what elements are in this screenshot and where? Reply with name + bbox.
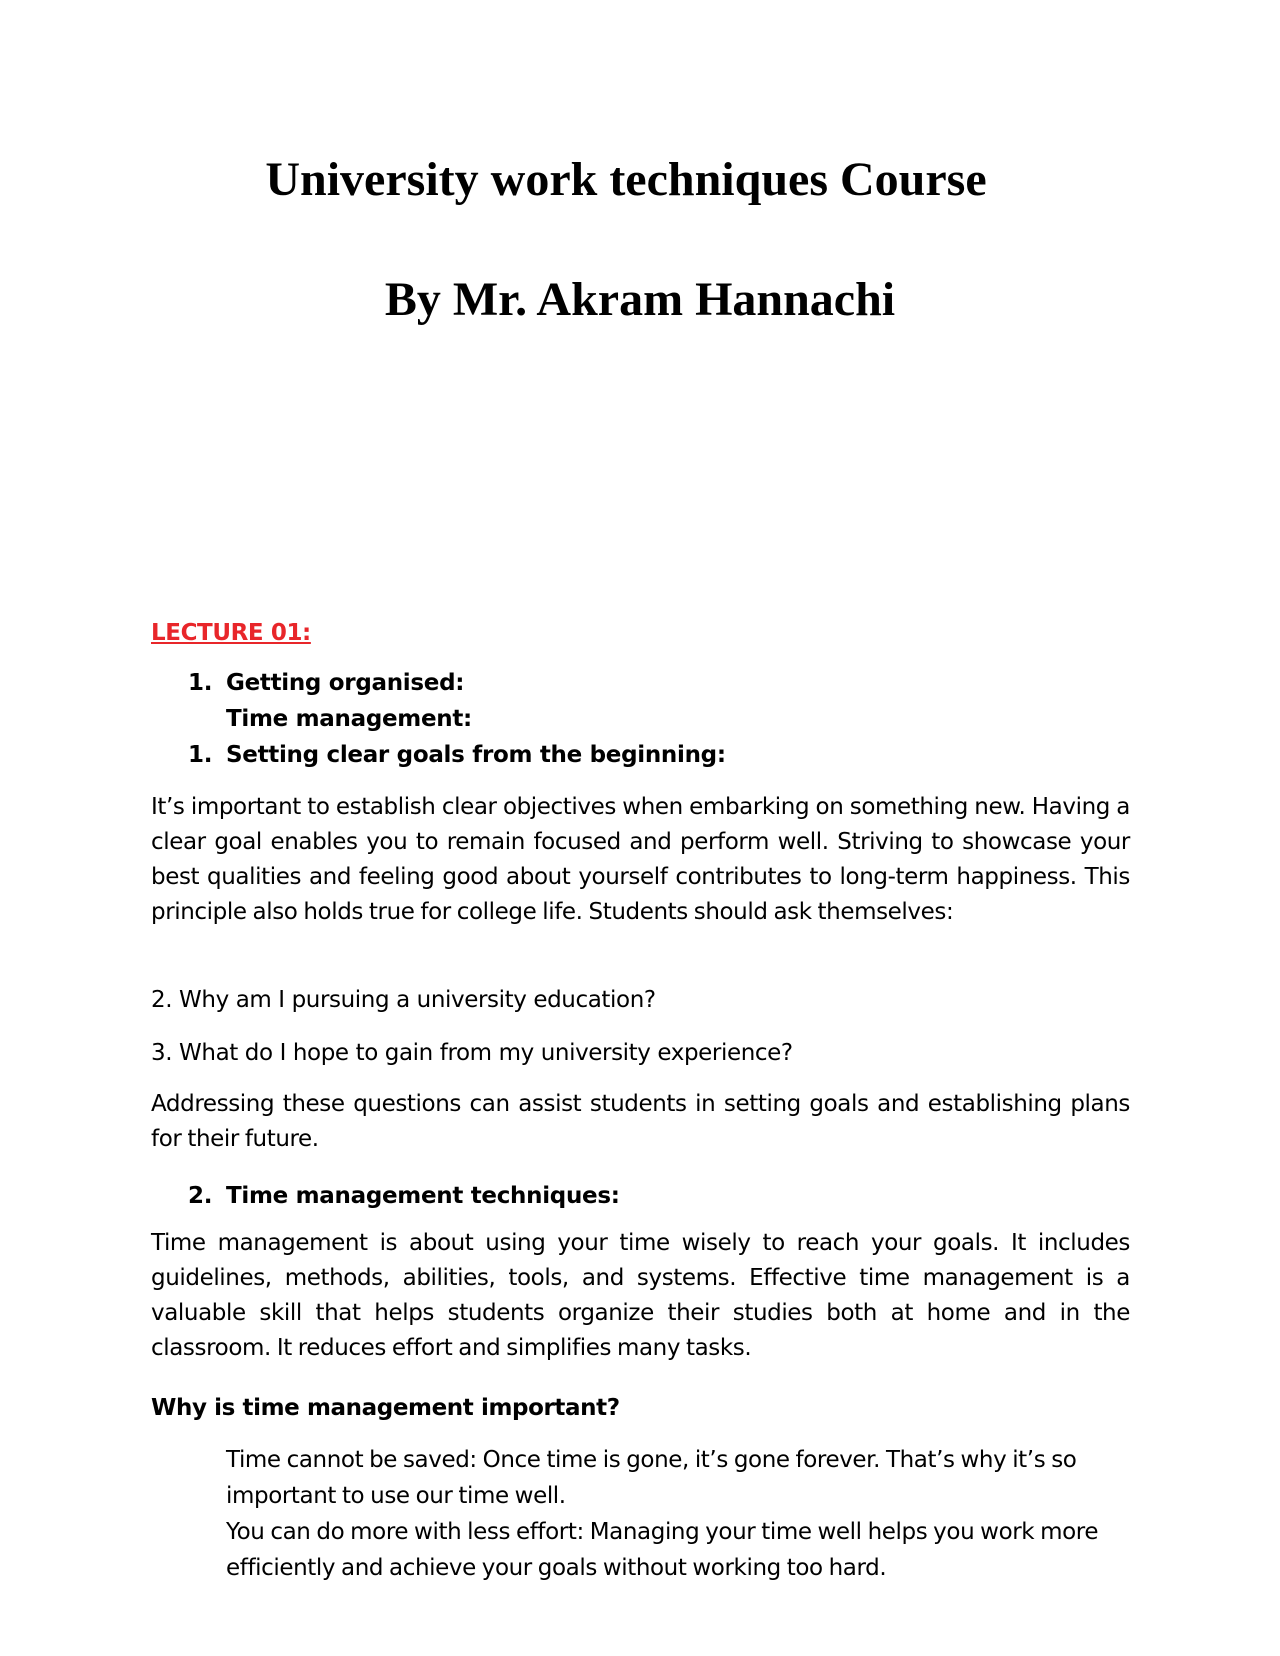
outline-subitem-time-management: Time management: [226, 706, 472, 732]
section-label: Time management techniques: [226, 1183, 620, 1209]
outline-item-label: Setting clear goals from the beginning: [226, 742, 726, 768]
document-title: University work techniques Course [265, 153, 987, 206]
outline-item-setting-goals [188, 739, 726, 771]
questions-followup-paragraph: Addressing these questions can assist students in setting goals and establishing plans for their future. [151, 1091, 1130, 1152]
outline-item-number: 1. [188, 742, 213, 768]
question-item: 3. What do I hope to gain from my university experience? [151, 1040, 793, 1066]
section-number: 2. [188, 1183, 213, 1209]
author-line: By Mr. Akram Hannachi [384, 273, 896, 326]
outline-item-getting-organised [188, 667, 464, 699]
outline-item-label: Getting organised: [226, 670, 465, 696]
intro-paragraph: It’s important to establish clear objectives when embarking on something new. Having a clear goal enables you to remain focused and perform well. Striving to showcase your best qualities and feeling good about yourself contributes to long-term happiness. This principle also holds true for college life. Students should ask themselves: [151, 794, 1130, 925]
question-item: 2. Why am I pursuing a university education? [151, 987, 656, 1013]
importance-point: You can do more with less effort: Managing your time well helps you work more efficiently and achieve your goals without working too hard. [226, 1519, 1099, 1581]
importance-point: Time cannot be saved: Once time is gone, it’s gone forever. That’s why it’s so important to use our time well. [226, 1447, 1077, 1509]
importance-heading: Why is time management important? [151, 1395, 620, 1421]
section-heading-time-management-techniques [188, 1180, 620, 1212]
lecture-heading: LECTURE 01: [151, 620, 311, 646]
time-management-paragraph: Time management is about using your time wisely to reach your goals. It includes guidelines, methods, abilities, tools, and systems. Effective time management is a valuable skill that helps students organize their studies both at home and in the classroom. It reduces effort and simplifies many tasks. [151, 1230, 1130, 1361]
outline-item-number: 1. [188, 670, 213, 696]
